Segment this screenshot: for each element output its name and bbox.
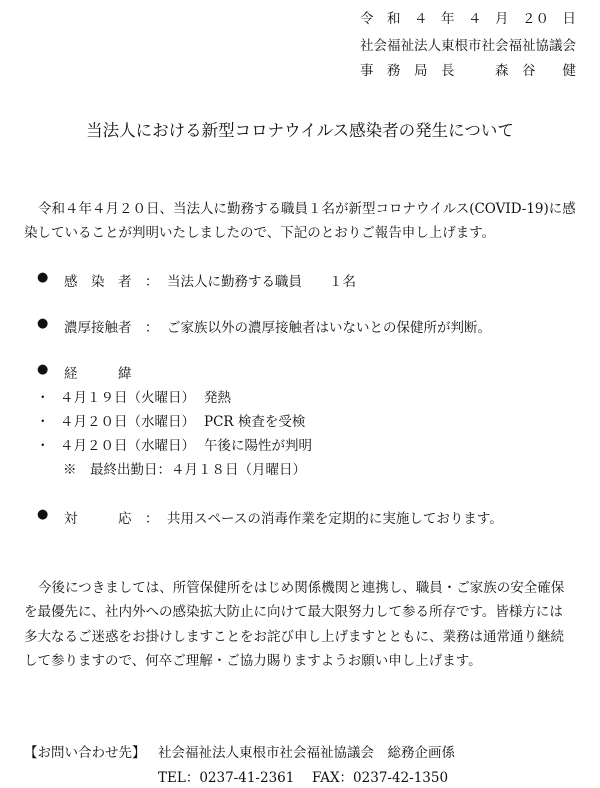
closing-line-3: 多大なるご迷惑をお掛けしますことをお詫び申し上げますとともに、業務は通常通り継続 (24, 629, 564, 645)
closing-line-4: して参りますので、何卒ご理解・ご協力賜りますようお願い申し上げます。 (24, 653, 482, 669)
infected-separator: ： (145, 274, 159, 290)
timeline-event: PCR 検査を受検 (204, 414, 306, 430)
timeline-item (0, 362, 600, 382)
contact-fax: FAX：0237-42-1350 (312, 770, 449, 786)
bullet-icon: ● (37, 362, 49, 377)
closing-line-2: を最優先に、社内外への感染拡大防止に向けて最大限努力して参る所存です。皆様方には (24, 604, 563, 620)
contacts-separator: ： (145, 320, 159, 336)
timeline-event: 午後に陽性が判明 (204, 438, 312, 454)
timeline-date: ４月２０日（水曜日） (60, 438, 195, 454)
response-value: 共用スペースの消毒作業を定期的に実施しております。 (167, 511, 503, 527)
contact-department: 社会福祉法人東根市社会福祉協議会 総務企画係 (158, 745, 455, 761)
contacts-label: 濃厚接触者 (64, 320, 132, 336)
infected-label: 感 染 者 (64, 274, 132, 290)
timeline-entry (0, 410, 600, 430)
timeline-marker: ・ (36, 438, 50, 454)
timeline-entry (0, 434, 600, 454)
bullet-icon: ● (37, 270, 49, 285)
document-title: 当法人における新型コロナウイルス感染者の発生について (86, 121, 514, 140)
issuing-organization: 社会福祉法人東根市社会福祉協議会 (360, 38, 576, 54)
timeline-entry (0, 386, 600, 406)
timeline-label: 経 緯 (64, 366, 132, 382)
author-name: 事 務 局 長 森 谷 健 (360, 63, 576, 79)
contact-tel: TEL：0237-41-2361 (158, 770, 295, 786)
timeline-note: ※ 最終出勤日：４月１８日（月曜日） (63, 462, 306, 478)
closing-line-1: 今後につきましては、所管保健所をはじめ関係機関と連携し、職員・ご家族の安全確保 (38, 580, 565, 596)
intro-line-1: 令和４年４月２０日、当法人に勤務する職員１名が新型コロナウイルス(COVID-19)に感 (38, 201, 576, 217)
response-separator: ： (145, 511, 159, 527)
bullet-icon: ● (37, 507, 49, 522)
response-label: 対 応 (64, 511, 132, 527)
timeline-event: 発熱 (204, 390, 231, 406)
response-item (0, 507, 600, 527)
timeline-marker: ・ (36, 414, 50, 430)
timeline-marker: ・ (36, 390, 50, 406)
infected-value: 当法人に勤務する職員 １名 (167, 274, 356, 290)
infected-item (0, 270, 600, 290)
timeline-date: ４月２０日（水曜日） (60, 414, 195, 430)
intro-line-2: 染していることが判明いたしましたので、下記のとおりご報告申し上げます。 (24, 225, 496, 241)
bullet-icon: ● (37, 316, 49, 331)
contact-heading: 【お問い合わせ先】 (24, 745, 146, 761)
document-date: 令 和 ４ 年 ４ 月 ２０ 日 (360, 11, 576, 27)
contacts-value: ご家族以外の濃厚接触者はいないとの保健所が判断。 (167, 320, 491, 336)
timeline-date: ４月１９日（火曜日） (60, 390, 195, 406)
contacts-item (0, 316, 600, 336)
